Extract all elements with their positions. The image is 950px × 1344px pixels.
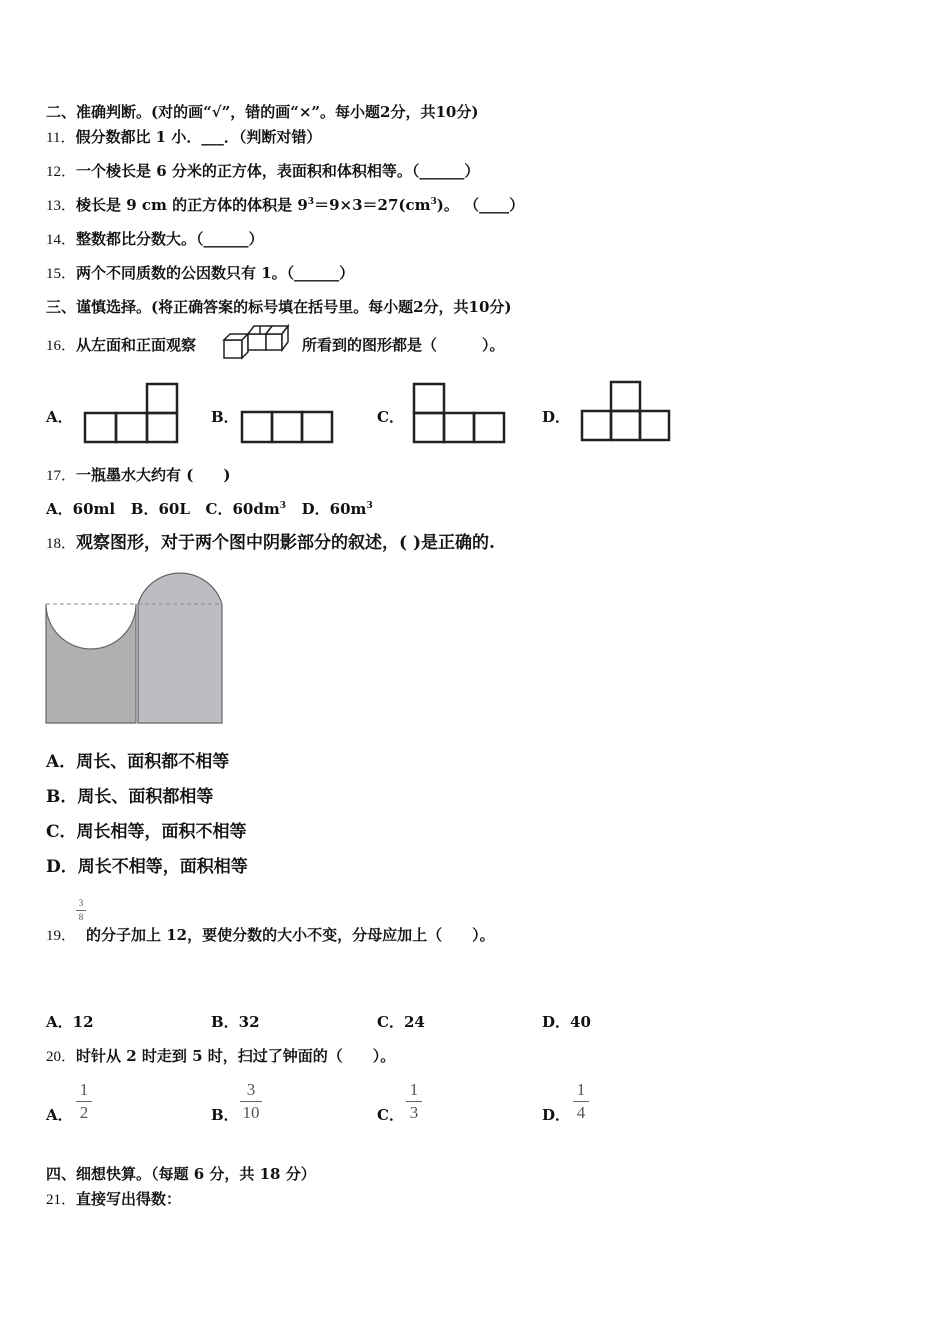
q13-text-c: )。 （____） bbox=[436, 196, 525, 214]
q17-option-d: D．$60m^3$ bbox=[301, 500, 373, 518]
question-12 bbox=[46, 161, 479, 182]
q18-option-b: B．周长、面积都相等 bbox=[46, 787, 214, 807]
question-17 bbox=[46, 465, 230, 486]
q16-option-d-label: D． bbox=[542, 408, 571, 426]
q20-option-a-label: A． bbox=[46, 1106, 73, 1124]
q18-number: 18． bbox=[46, 536, 77, 552]
q17-option-c: C．$60dm^3$ bbox=[205, 500, 286, 518]
section3-header: 三、谨慎选择。(将正确答案的标号填在括号里。每小题2分，共10分) bbox=[46, 298, 512, 316]
section4-header: 四、细想快算。（每题 6 分，共 18 分） bbox=[46, 1165, 316, 1183]
question-16 bbox=[46, 335, 196, 356]
q16-option-c-figure bbox=[412, 382, 506, 444]
q19-text: 的分子加上 12，要使分数的大小不变，分母应加上（ ）。 bbox=[86, 926, 495, 944]
question-20 bbox=[46, 1046, 395, 1067]
q13-sup-2: 3 bbox=[430, 197, 437, 207]
q16-text-a: 从左面和正面观察 bbox=[76, 336, 197, 354]
q13-number: 13． bbox=[46, 198, 77, 214]
q16-option-b-figure bbox=[240, 410, 334, 444]
q14-text: 整数都比分数大。（______） bbox=[76, 230, 264, 248]
q13-text-b: ＝9×3＝27(cm bbox=[314, 196, 431, 214]
q16-option-c-label: C． bbox=[377, 408, 404, 426]
q13-text-a: 棱长是 9 cm 的正方体的体积是 9 bbox=[76, 196, 308, 214]
q16-option-a-label: A． bbox=[46, 408, 73, 426]
q20-option-d-label: D． bbox=[542, 1106, 571, 1124]
q18-option-a: A．周长、面积都不相等 bbox=[46, 752, 230, 772]
q17-option-b: B．60L bbox=[130, 500, 190, 518]
q19-option-a: A．12 bbox=[46, 1013, 94, 1031]
q20-option-d-fraction: 1 4 bbox=[573, 1080, 589, 1123]
q12-text: 一个棱长是 6 分米的正方体，表面积和体积相等。（______） bbox=[76, 162, 480, 180]
q16-cube-figure bbox=[220, 322, 298, 362]
question-11 bbox=[46, 127, 321, 148]
q11-text-b: ．（判断对错） bbox=[223, 128, 322, 146]
q18-shaded-figure bbox=[44, 564, 226, 726]
section2-header: 二、准确判断。(对的画“√”，错的画“×”。每小题2分，共10分) bbox=[46, 103, 479, 121]
q17-number: 17． bbox=[46, 468, 77, 484]
q20-option-c-fraction: 1 3 bbox=[406, 1080, 422, 1123]
q11-blank: ___ bbox=[201, 128, 224, 146]
q18-option-d: D．周长不相等，面积相等 bbox=[46, 857, 248, 877]
q21-text: 直接写出得数： bbox=[76, 1190, 182, 1208]
q19-option-b: B．32 bbox=[211, 1013, 260, 1031]
q16-option-d-figure bbox=[580, 380, 672, 442]
q12-number: 12． bbox=[46, 164, 77, 180]
question-21 bbox=[46, 1189, 181, 1210]
q20-text: 时针从 2 时走到 5 时，扫过了钟面的（ ）。 bbox=[76, 1047, 396, 1065]
q13-sup-1: 3 bbox=[307, 197, 315, 207]
q18-option-c: C．周长相等，面积不相等 bbox=[46, 822, 247, 842]
q20-option-b-label: B． bbox=[211, 1106, 239, 1124]
q16-text-b: 所看到的图形都是（ ）。 bbox=[302, 336, 505, 354]
q15-text: 两个不同质数的公因数只有 1。（______） bbox=[76, 264, 355, 282]
q17-text: 一瓶墨水大约有 ( ) bbox=[76, 466, 231, 484]
q17-options bbox=[46, 499, 373, 519]
question-14 bbox=[46, 229, 264, 250]
q20-number: 20． bbox=[46, 1049, 77, 1065]
question-18 bbox=[46, 533, 495, 554]
q11-number: 11． bbox=[46, 130, 76, 146]
question-13 bbox=[46, 195, 524, 216]
q20-option-a-fraction: 1 2 bbox=[76, 1080, 92, 1123]
q21-number: 21． bbox=[46, 1192, 77, 1208]
q19-option-d: D．40 bbox=[542, 1013, 591, 1031]
q18-text: 观察图形，对于两个图中阴影部分的叙述，( )是正确的. bbox=[76, 533, 495, 553]
question-15 bbox=[46, 263, 354, 284]
q19-option-c: C．24 bbox=[377, 1013, 425, 1031]
question-19 bbox=[46, 925, 76, 946]
q15-number: 15． bbox=[46, 266, 77, 282]
q11-text-a: 假分数都比 1 小． bbox=[75, 128, 202, 146]
q19-number: 19． bbox=[46, 928, 77, 944]
q20-option-c-label: C． bbox=[377, 1106, 404, 1124]
q19-fraction: 3 8 bbox=[76, 898, 86, 923]
q14-number: 14． bbox=[46, 232, 77, 248]
q16-number: 16． bbox=[46, 338, 77, 354]
q16-option-b-label: B． bbox=[211, 408, 239, 426]
q20-option-b-fraction: 3 10 bbox=[240, 1080, 262, 1123]
q17-option-a: A．60ml bbox=[46, 500, 116, 518]
q16-option-a-figure bbox=[83, 382, 179, 444]
